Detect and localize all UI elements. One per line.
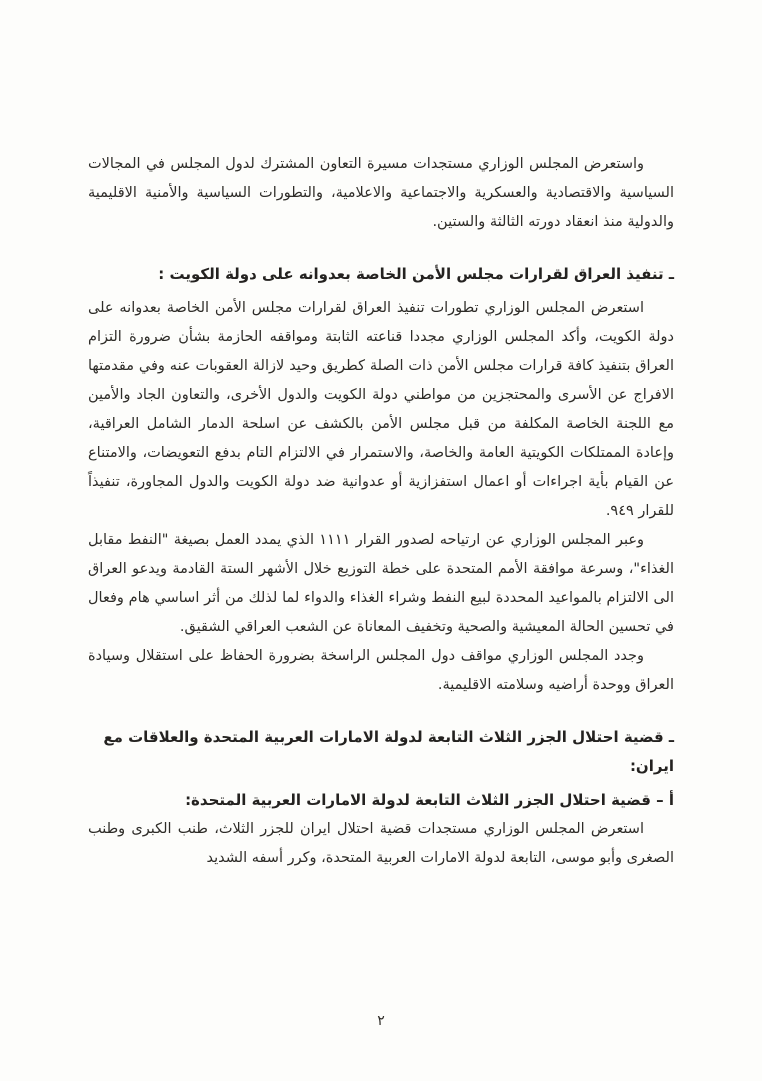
iraq-paragraph-2: وعبر المجلس الوزاري عن ارتياحه لصدور القرار ١١١١ الذي يمدد العمل بصيغة "النفط مقابل الغذاء"، وسرعة موافقة الأمم المتحدة على خطة التوزيع خلال الأشهر الستة القادمة ويدعو العراق الى الالتزام بالمواعيد المحددة لبيع النفط وشراء الغذاء والدواء لما لذلك من أثر اساسي هام وفعال في تحسين الحالة المعيشية والصحية وتخفيف المعاناة عن الشعب العراقي الشقيق. — [88, 532, 674, 635]
page-number: ٢ — [377, 1013, 385, 1029]
iraq-paragraph-1: استعرض المجلس الوزاري تطورات تنفيذ العراق لقرارات مجلس الأمن الخاصة بعدوانه على دولة الكويت، وأكد المجلس الوزاري مجددا قناعته الثابتة ومواقفه الحازمة بشأن ضرورة التزام العراق بتنفيذ كافة قرارات مجلس الأمن ذات الصلة كطريق وحيد لازالة العقوبات عنه وفي مقدمتها الافراج عن الأسرى والمحتجزين من مواطني دولة الكويت والدول الأخرى، والتعاون الجاد والأمين مع اللجنة الخاصة المكلفة من قبل مجلس الأمن بالكشف عن اسلحة الدمار الشامل العراقية، وإعادة الممتلكات الكويتية العامة والخاصة، والاستمرار في الالتزام التام بدفع التعويضات، والامتناع عن القيام بأية اجراءات أو اعمال استفزازية أو عدوانية ضد دولة الكويت والدول المجاورة، تنفيذاً للقرار ٩٤٩. — [88, 300, 674, 519]
islands-paragraph-1: استعرض المجلس الوزاري مستجدات قضية احتلال ايران للجزر الثلاث، طنب الكبرى وطنب الصغرى وأبو موسى، التابعة لدولة الامارات العربية المتحدة، وكرر أسفه الشديد — [88, 821, 674, 866]
section-heading-iraq: ـ تنفيذ العراق لقرارات مجلس الأمن الخاصة بعدوانه على دولة الكويت : — [158, 265, 674, 283]
iraq-paragraph-3: وجدد المجلس الوزاري مواقف دول المجلس الراسخة بضرورة الحفاظ على استقلال وسيادة العراق ووحدة أراضيه وسلامته الاقليمية. — [88, 648, 674, 693]
document-body — [88, 150, 674, 873]
subsection-heading-islands: أ – قضية احتلال الجزر الثلاث التابعة لدولة الامارات العربية المتحدة: — [185, 791, 674, 809]
intro-paragraph: واستعرض المجلس الوزاري مستجدات مسيرة التعاون المشترك لدول المجلس في المجالات السياسية والاقتصادية والعسكرية والاجتماعية والاعلامية، والتطورات السياسية والأمنية الاقليمية والدولية منذ انعقاد دورته الثالثة والستين. — [88, 156, 674, 230]
section-heading-islands: ـ قضية احتلال الجزر الثلاث التابعة لدولة الامارات العربية المتحدة والعلاقات مع ايران: — [103, 728, 674, 775]
